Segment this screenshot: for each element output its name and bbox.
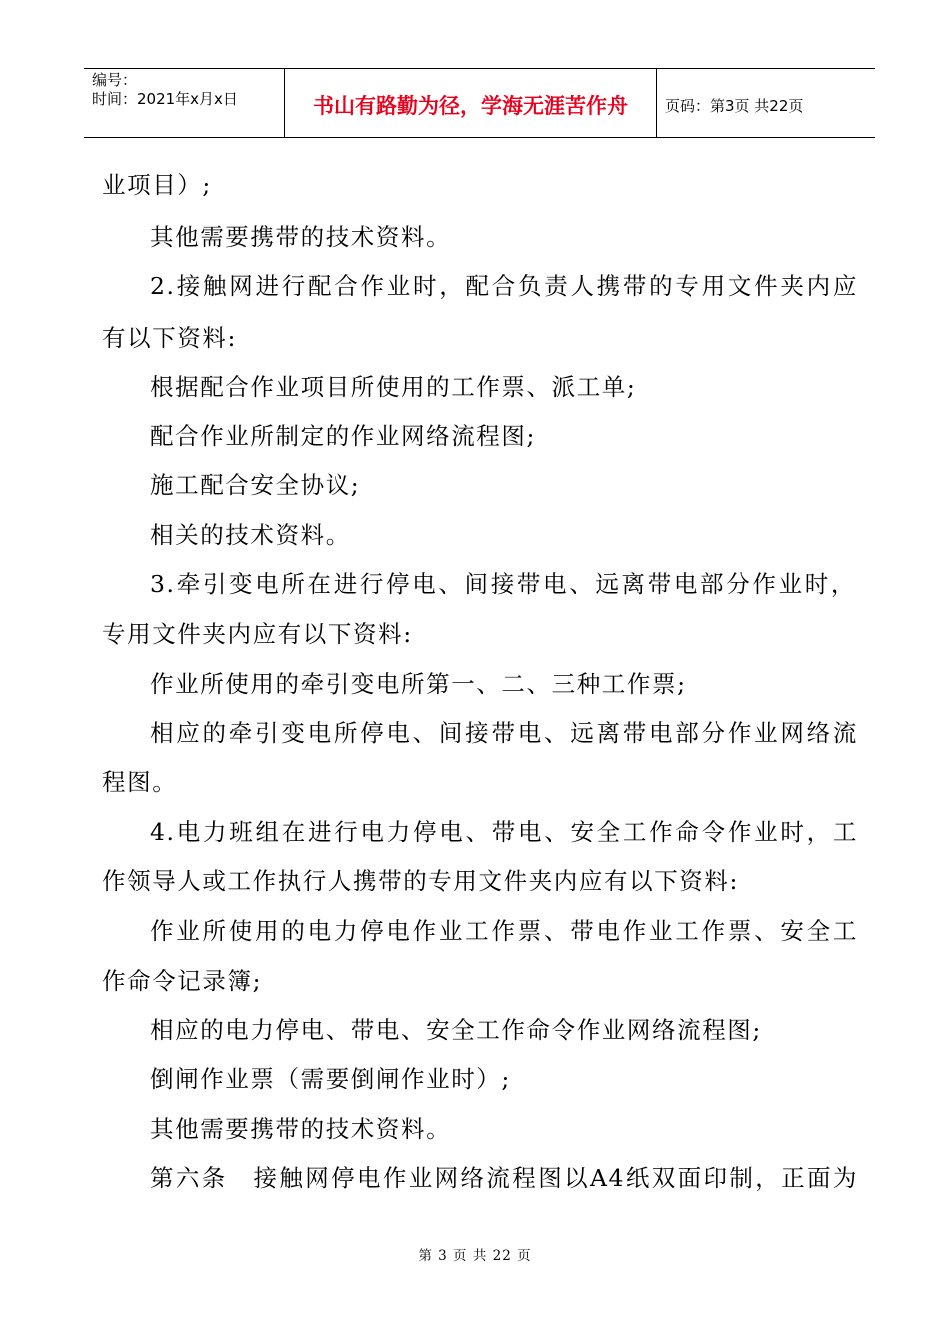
- text-line: 配合作业所制定的作业网络流程图;: [150, 422, 537, 450]
- text-line: 相关的技术资料。: [150, 521, 351, 549]
- text-line: 作业所使用的牵引变电所第一、二、三种工作票;: [150, 670, 687, 698]
- text-line: 其他需要携带的技术资料。: [150, 223, 452, 251]
- text-line: 作领导人或工作执行人携带的专用文件夹内应有以下资料:: [102, 867, 740, 895]
- text-line: 作命令记录簿;: [102, 967, 263, 995]
- text-line: 3.牵引变电所在进行停电、间接带电、远离带电部分作业时，: [150, 570, 856, 598]
- text-line: 有以下资料:: [102, 324, 238, 352]
- page-footer: 第 3 页 共 22 页: [418, 1248, 532, 1264]
- text-line: 作业所使用的电力停电作业工作票、带电作业工作票、安全工: [150, 917, 858, 945]
- text-line: 专用文件夹内应有以下资料:: [102, 620, 413, 648]
- text-line: 施工配合安全协议;: [150, 471, 361, 499]
- text-line: 4.电力班组在进行电力停电、带电、安全工作命令作业时，工: [150, 818, 858, 846]
- document-time-label: 时间：2021年x月x日: [92, 90, 238, 108]
- text-line: 第六条 接触网停电作业网络流程图以A4纸双面印制，正面为: [150, 1164, 858, 1192]
- document-number-label: 编号：: [92, 71, 138, 89]
- text-line: 业项目）;: [102, 171, 212, 199]
- header-page-label: 页码：第3页 共22页: [665, 96, 804, 115]
- text-line: 根据配合作业项目所使用的工作票、派工单;: [150, 373, 637, 401]
- text-line: 相应的牵引变电所停电、间接带电、远离带电部分作业网络流: [150, 719, 858, 747]
- text-line: 程图。: [102, 768, 178, 796]
- header-motto: 书山有路勤为径，学海无涯苦作舟: [285, 69, 657, 137]
- text-line: 其他需要携带的技术资料。: [150, 1115, 452, 1143]
- text-line: 倒闸作业票（需要倒闸作业时）;: [150, 1065, 511, 1093]
- page-header: [84, 68, 875, 138]
- text-line: 2.接触网进行配合作业时，配合负责人携带的专用文件夹内应: [150, 272, 858, 300]
- text-line: 相应的电力停电、带电、安全工作命令作业网络流程图;: [150, 1016, 762, 1044]
- header-meta: [84, 69, 285, 137]
